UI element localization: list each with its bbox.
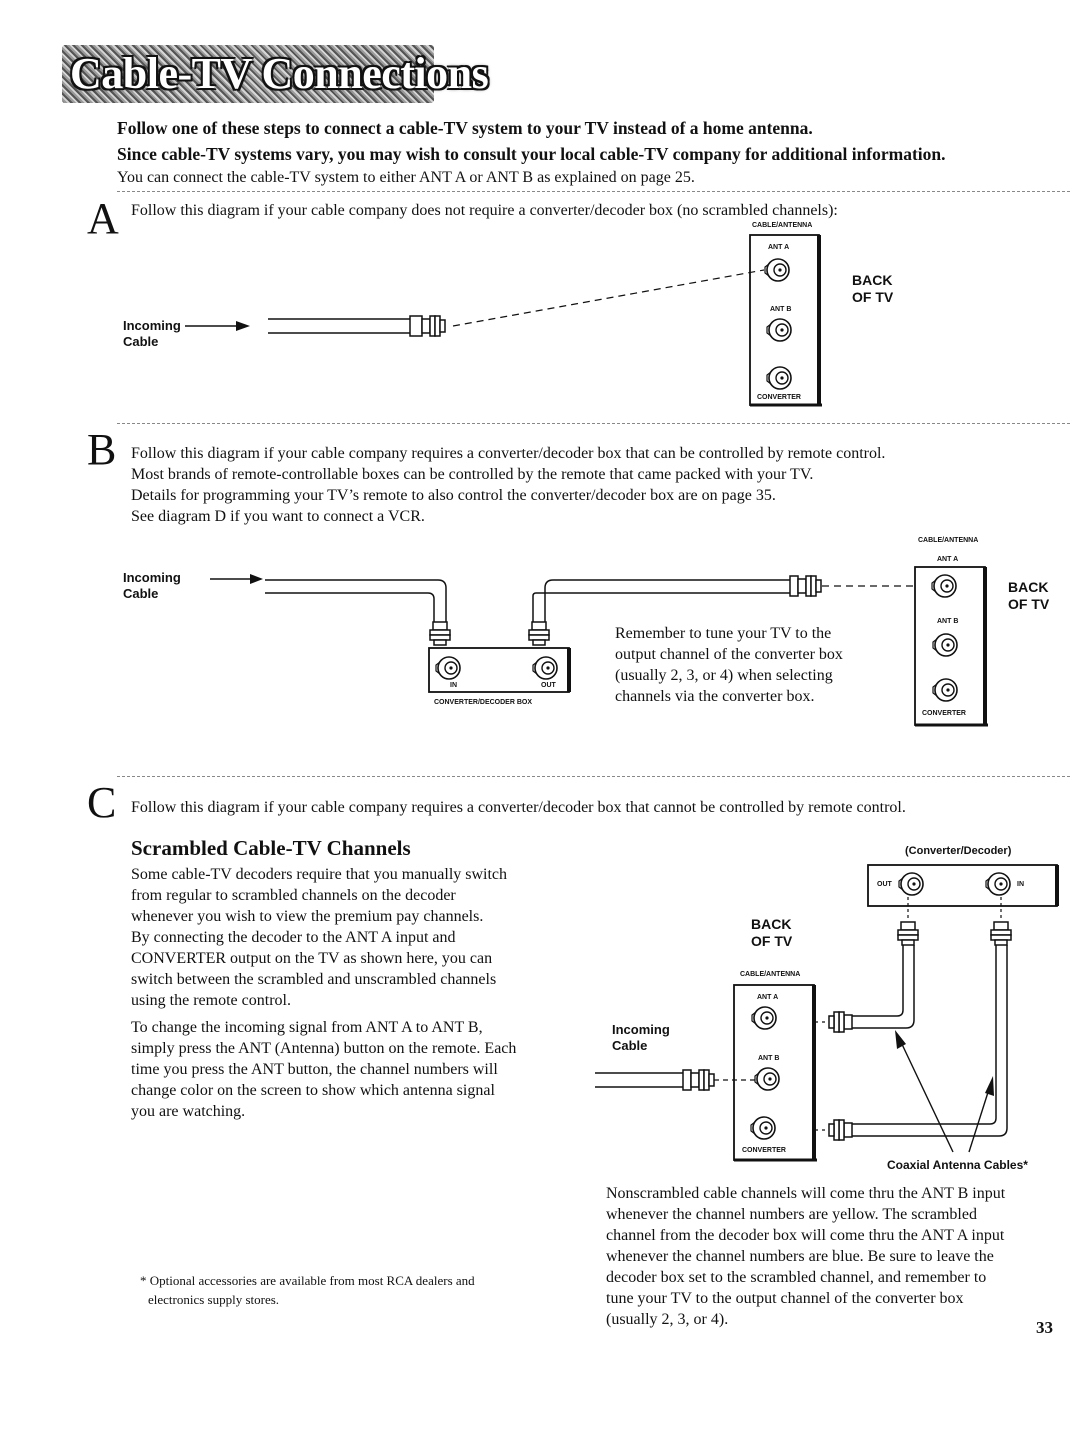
divider bbox=[117, 776, 1070, 777]
section-a-text: Follow this diagram if your cable company does not require a converter/decoder box (no scrambled channels): bbox=[131, 202, 838, 219]
nonscrambled-line-5: decoder box set to the scrambled channel, and remember to bbox=[606, 1269, 987, 1286]
intro-line-3: You can connect the cable-TV system to either ANT A or ANT B as explained on page 25. bbox=[117, 169, 695, 186]
intro-line-1: Follow one of these steps to connect a cable-TV system to your TV instead of a home antenna. bbox=[117, 118, 813, 138]
section-b-letter: B bbox=[87, 425, 117, 474]
coaxial-cables-label: Coaxial Antenna Cables* bbox=[887, 1158, 1028, 1172]
para1-line-1: Some cable-TV decoders require that you manually switch bbox=[131, 866, 508, 883]
nonscrambled-line-6: tune your TV to the output channel of the converter box bbox=[606, 1290, 964, 1307]
remember-line-1: Remember to tune your TV to the bbox=[615, 625, 832, 642]
para2-line-5: you are watching. bbox=[131, 1103, 246, 1120]
remember-line-4: channels via the converter box. bbox=[615, 688, 815, 705]
nonscrambled-line-1: Nonscrambled cable channels will come thru the ANT B input bbox=[606, 1185, 1006, 1202]
para2-line-2: simply press the ANT (Antenna) button on the remote. Each bbox=[131, 1040, 517, 1057]
para2-line-1: To change the incoming signal from ANT A to ANT B, bbox=[131, 1019, 483, 1036]
footnote-line-1: * Optional accessories are available from most RCA dealers and bbox=[140, 1273, 475, 1288]
diagram-c bbox=[595, 865, 1057, 1160]
para1-line-4: By connecting the decoder to the ANT A input and bbox=[131, 929, 456, 946]
ant-b-label-a: ANT B bbox=[770, 306, 792, 313]
ant-b-label-c: ANT B bbox=[758, 1055, 780, 1062]
incoming-label-a: Incoming bbox=[123, 318, 181, 333]
converter-decoder-box-c bbox=[868, 865, 1057, 906]
para1-line-5: CONVERTER output on the TV as shown here, you can bbox=[131, 950, 493, 967]
incoming-label-c: Incoming bbox=[612, 1022, 670, 1037]
para1-line-3: whenever you wish to view the premium pay channels. bbox=[131, 908, 484, 925]
cable-label-b: Cable bbox=[123, 586, 159, 601]
converter-label-c: CONVERTER bbox=[742, 1147, 786, 1154]
section-b-line-4: See diagram D if you want to connect a VCR. bbox=[131, 508, 425, 525]
cable-antenna-label-b: CABLE/ANTENNA bbox=[918, 537, 979, 544]
out-label-b: OUT bbox=[541, 682, 556, 689]
cable-label-a: Cable bbox=[123, 334, 159, 349]
ant-a-label-b: ANT A bbox=[937, 556, 959, 563]
diagram-b bbox=[210, 567, 988, 725]
intro-line-2: Since cable-TV systems vary, you may wish to consult your local cable-TV company for additional information. bbox=[117, 144, 946, 164]
cable-label-c: Cable bbox=[612, 1038, 648, 1053]
subheading-scrambled: Scrambled Cable-TV Channels bbox=[131, 836, 411, 860]
section-b-line-2: Most brands of remote-controllable boxes can be controlled by the remote that came packed with your TV. bbox=[131, 466, 814, 483]
section-c-text: Follow this diagram if your cable company requires a converter/decoder box that cannot be controlled by remote control. bbox=[131, 799, 906, 816]
of-tv-label-a: OF TV bbox=[852, 289, 894, 305]
para2-line-4: change color on the screen to show which antenna signal bbox=[131, 1082, 495, 1099]
remember-line-2: output channel of the converter box bbox=[615, 646, 843, 663]
divider bbox=[117, 423, 1070, 424]
of-tv-label-b: OF TV bbox=[1008, 596, 1050, 612]
back-label-a: BACK bbox=[852, 272, 893, 288]
ant-a-label-c: ANT A bbox=[757, 994, 779, 1001]
of-tv-label-c: OF TV bbox=[751, 933, 793, 949]
ant-b-label-b: ANT B bbox=[937, 618, 959, 625]
para1-line-2: from regular to scrambled channels on the decoder bbox=[131, 887, 456, 904]
cable-antenna-label-a: CABLE/ANTENNA bbox=[752, 222, 813, 229]
cable-antenna-label-c: CABLE/ANTENNA bbox=[740, 971, 801, 978]
back-label-c: BACK bbox=[751, 916, 792, 932]
section-a-letter: A bbox=[87, 194, 119, 243]
incoming-label-b: Incoming bbox=[123, 570, 181, 585]
nonscrambled-line-7: (usually 2, 3, or 4). bbox=[606, 1311, 729, 1328]
converter-label-b: CONVERTER bbox=[922, 710, 966, 717]
out-label-c: OUT bbox=[877, 881, 892, 888]
converter-decoder-box-label: CONVERTER/DECODER BOX bbox=[434, 699, 533, 706]
in-label-c: IN bbox=[1017, 881, 1024, 888]
nonscrambled-line-2: whenever the channel numbers are yellow. The scrambled bbox=[606, 1206, 977, 1223]
in-label-b: IN bbox=[450, 682, 457, 689]
page-title: Cable-TV Connections bbox=[70, 49, 489, 98]
diagram-a bbox=[185, 235, 822, 405]
page-number: 33 bbox=[1036, 1318, 1053, 1337]
para2-line-3: time you press the ANT button, the channel numbers will bbox=[131, 1061, 498, 1078]
section-b-line-3: Details for programming your TV’s remote to also control the converter/decoder box are on page 35. bbox=[131, 487, 776, 504]
footnote-line-2: electronics supply stores. bbox=[148, 1292, 280, 1307]
converter-decoder-label-c: (Converter/Decoder) bbox=[905, 845, 1012, 857]
remember-line-3: (usually 2, 3, or 4) when selecting bbox=[615, 667, 833, 684]
converter-label-a: CONVERTER bbox=[757, 394, 801, 401]
para1-line-7: using the remote control. bbox=[131, 992, 291, 1009]
nonscrambled-line-3: channel from the decoder box will come thru the ANT A input bbox=[606, 1227, 1005, 1244]
nonscrambled-line-4: whenever the channel numbers are blue. Be sure to leave the bbox=[606, 1248, 994, 1265]
back-label-b: BACK bbox=[1008, 579, 1049, 595]
section-c-letter: C bbox=[87, 778, 117, 827]
section-b-line-1: Follow this diagram if your cable company requires a converter/decoder box that can be controlled by remote control. bbox=[131, 445, 886, 462]
ant-a-label-a: ANT A bbox=[768, 244, 790, 251]
para1-line-6: switch between the scrambled and unscrambled channels bbox=[131, 971, 497, 988]
